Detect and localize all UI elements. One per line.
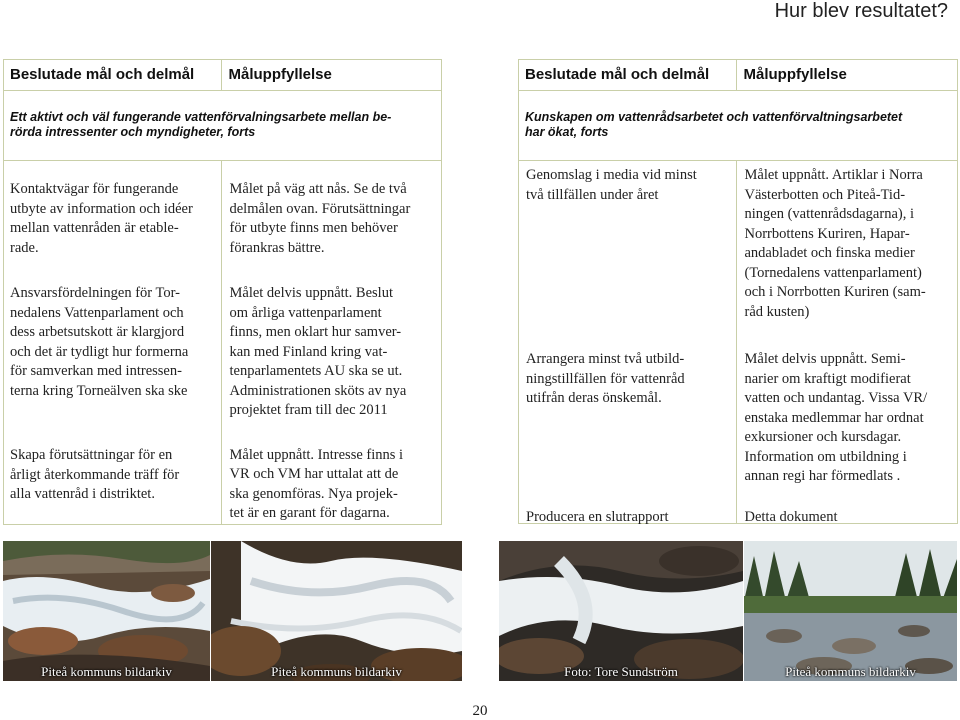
result-line: Målet delvis uppnått. Semi-	[744, 351, 906, 367]
result-line: Detta dokument	[744, 509, 838, 525]
result-line: andabladet och finska medier	[744, 245, 915, 261]
result-line: finns, men oklart hur samver-	[229, 324, 402, 340]
result-line: Målet uppnått. Intresse finns i	[229, 446, 404, 463]
left-goal-line-2: rörda intressenter och myndigheter, forts	[10, 125, 256, 139]
page-header-question: Hur blev resultatet?	[774, 0, 948, 22]
result-line: (Tornedalens vattenparlament)	[744, 264, 922, 281]
result-line: råd kusten)	[744, 303, 810, 320]
result-line: projektet fram till dec 2011	[229, 402, 388, 418]
result-line: kan med Finland kring vat-	[229, 343, 388, 360]
result-line: enstaka medlemmar har ordnat	[744, 409, 924, 426]
forest-river-icon	[744, 541, 957, 681]
objective-line: ningstillfällen för vattenråd	[526, 370, 685, 387]
left-results-cell	[222, 161, 442, 525]
result-line: förankras bättre.	[229, 239, 325, 256]
left-goals-table	[3, 59, 442, 525]
objective-line: alla vattenråd i distriktet.	[10, 486, 155, 502]
result-line: Norrbottens Kuriren, Hapar-	[744, 225, 910, 242]
objective-line: utifrån deras önskemål.	[526, 390, 662, 406]
result-line: Administrationen sköts av nya	[229, 382, 407, 399]
objective-line: och det är tydligt hur formerna	[10, 343, 189, 360]
photo-caption: Foto: Tore Sundström	[564, 664, 678, 679]
result-line: narier om kraftigt modifierat	[744, 370, 911, 387]
objective-line: Arrangera minst två utbild-	[526, 351, 685, 367]
result-line: Målet på väg att nås. Se de två	[229, 181, 407, 197]
objective-line: utbyte av information och idéer	[10, 200, 193, 217]
photo-waterfall	[211, 541, 462, 681]
result-line: exkursioner och kursdagar.	[744, 429, 902, 445]
result-line: om årliga vattenparlament	[229, 304, 382, 321]
objective-line: för samverkan med intressen-	[10, 363, 182, 379]
photo-caption: Piteå kommuns bildarkiv	[41, 664, 172, 679]
objective-line: årligt återkommande träff för	[10, 466, 180, 483]
objective-line: rade.	[10, 239, 39, 256]
objective-line: Producera en slutrapport	[526, 509, 669, 525]
left-col2-header: Måluppfyllelse	[222, 60, 442, 91]
photo-rapids	[3, 541, 210, 681]
left-col1-header: Beslutade mål och delmål	[4, 60, 222, 91]
left-objectives-cell	[4, 161, 222, 525]
result-line: tenparlamentets AU ska se ut.	[229, 363, 403, 379]
right-results-cell	[737, 161, 958, 524]
objective-line: Genomslag i media vid minst	[526, 167, 697, 183]
rapids-icon	[3, 541, 210, 681]
result-line: ska genomföras. Nya projek-	[229, 485, 398, 502]
result-line: annan regi har förmedlats .	[744, 468, 901, 484]
right-goals-table	[518, 59, 958, 524]
result-line: och i Norrbotten Kuriren (sam-	[744, 284, 926, 300]
left-goal-line-1: Ett aktivt och väl fungerande vattenförvalningsarbete mellan be-	[10, 110, 392, 124]
left-goal-cell	[4, 91, 442, 161]
objective-line: Kontaktvägar för fungerande	[10, 181, 179, 197]
photo-forest-river	[744, 541, 957, 681]
right-col1-header: Beslutade mål och delmål	[519, 60, 737, 91]
right-goal-cell	[519, 91, 958, 161]
cascade-icon	[499, 541, 743, 681]
right-goal-line-1: Kunskapen om vattenrådsarbetet och vattenförvaltningsarbetet	[525, 110, 903, 124]
right-goal-line-2: har ökat, forts	[525, 125, 609, 139]
objective-line: Ansvarsfördelningen för Tor-	[10, 285, 180, 301]
result-line: ningen (vattenrådsdagarna), i	[744, 206, 914, 222]
result-line: vatten och undantag. Vissa VR/	[744, 390, 928, 406]
objective-line: två tillfällen under året	[526, 186, 659, 203]
result-line: Målet delvis uppnått. Beslut	[229, 285, 393, 301]
page-number: 20	[472, 703, 488, 719]
result-line: Västerbotten och Piteå-Tid-	[744, 186, 906, 203]
result-line: Information om utbildning i	[744, 448, 907, 465]
photo-caption: Piteå kommuns bildarkiv	[785, 664, 916, 679]
objective-line: nedalens Vattenparlament och	[10, 304, 184, 321]
photo-caption: Piteå kommuns bildarkiv	[271, 664, 402, 679]
right-col2-header: Måluppfyllelse	[737, 60, 958, 91]
result-line: för utbyte finns men behöver	[229, 220, 398, 236]
result-line: VR och VM har uttalat att de	[229, 466, 399, 482]
result-line: delmålen ovan. Förutsättningar	[229, 200, 411, 217]
photo-cascade	[499, 541, 743, 681]
result-line: Målet uppnått. Artiklar i Norra	[744, 167, 923, 183]
objective-line: terna kring Torneälven ska ske	[10, 382, 188, 399]
objective-line: dess arbetsutskott är klargjord	[10, 324, 185, 340]
result-line: tet är en garant för dagarna.	[229, 505, 390, 521]
waterfall-icon	[211, 541, 462, 681]
right-objectives-cell	[519, 161, 737, 524]
objective-line: mellan vattenråden är etable-	[10, 220, 179, 236]
objective-line: Skapa förutsättningar för en	[10, 447, 173, 463]
